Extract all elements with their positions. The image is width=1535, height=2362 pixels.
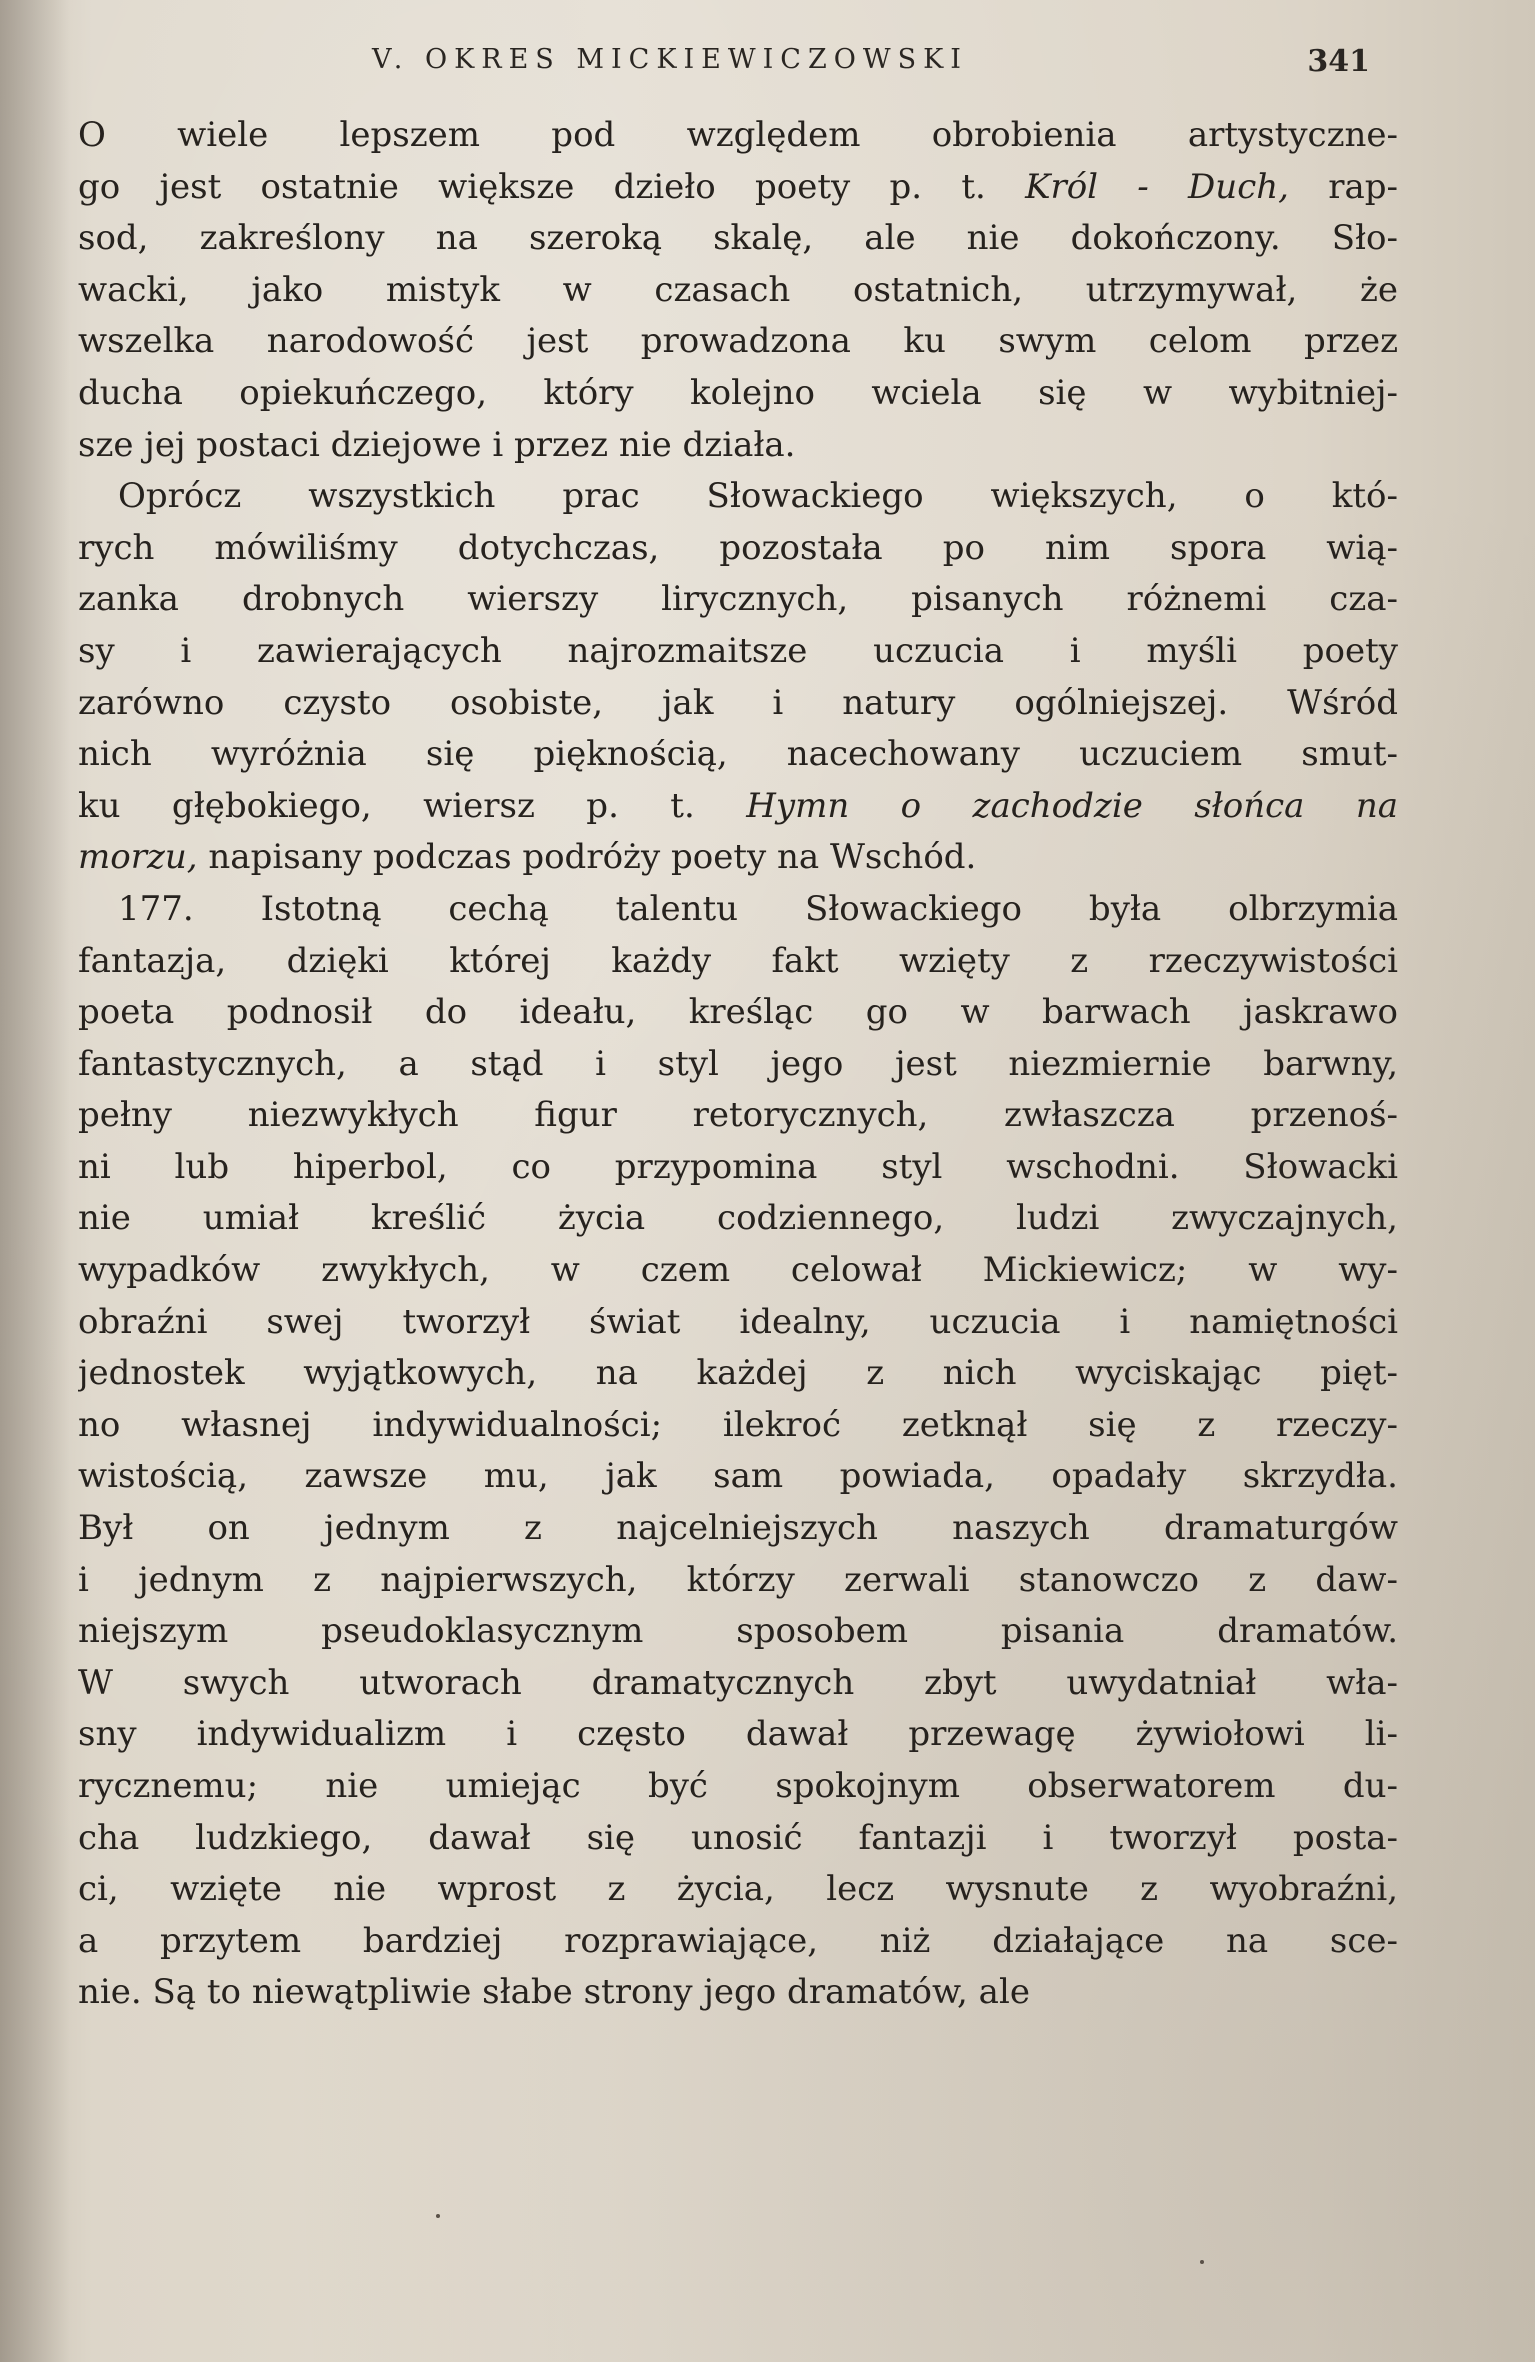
page-number: 341	[1307, 44, 1370, 79]
text-line: fantastycznych, a stąd i styl jego jest niezmiernie barwny,	[78, 1043, 1398, 1084]
text-line: ducha opiekuńczego, który kolejno wciela się w wybitniej-	[78, 372, 1398, 413]
italic-title: Hymn o zachodzie słońca na	[746, 785, 1398, 826]
text-line: wszelka narodowość jest prowadzona ku swym celom przez	[78, 321, 1398, 362]
italic-title: Król - Duch,	[1025, 166, 1289, 207]
text-line: Oprócz wszystkich prac Słowackiego większych, o któ-	[118, 476, 1398, 517]
text-line: zarówno czysto osobiste, jak i natury ogólniejszej. Wśród	[78, 682, 1398, 723]
text-line: sny indywidualizm i często dawał przewagę żywiołowi li-	[78, 1714, 1398, 1755]
paragraph-p3	[78, 884, 1398, 2019]
paper-speck	[1200, 2260, 1204, 2264]
body-text	[78, 110, 1398, 2019]
text-line: 177. Istotną cechą talentu Słowackiego była olbrzymia	[118, 888, 1398, 929]
text-line: wistością, zawsze mu, jak sam powiada, opadały skrzydła.	[78, 1456, 1398, 1497]
text-line: wacki, jako mistyk w czasach ostatnich, utrzymywał, że	[78, 269, 1398, 310]
text-line: fantazja, dzięki której każdy fakt wzięty z rzeczywistości	[78, 940, 1398, 981]
text-line: nich wyróżnia się pięknością, nacechowany uczuciem smut-	[78, 734, 1398, 775]
text-line: zanka drobnych wierszy lirycznych, pisanych różnemi cza-	[78, 579, 1398, 620]
text-line: niejszym pseudoklasycznym sposobem pisania dramatów.	[78, 1611, 1398, 1652]
page-gutter-shadow	[0, 0, 70, 2362]
text-line	[78, 832, 1398, 884]
text-line: nie umiał kreślić życia codziennego, ludzi zwyczajnych,	[78, 1198, 1398, 1239]
text-line: wypadków zwykłych, w czem celował Mickiewicz; w wy-	[78, 1250, 1398, 1291]
text-run: ku głębokiego, wiersz p. t.	[78, 785, 747, 826]
text-line: poeta podnosił do ideału, kreśląc go w barwach jaskrawo	[78, 992, 1398, 1033]
text-line: sy i zawierających najrozmaitsze uczucia i myśli poety	[78, 630, 1398, 671]
text-line: sze jej postaci dziejowe i przez nie działa.	[78, 424, 796, 465]
text-line: pełny niezwykłych figur retorycznych, zwłaszcza przenoś-	[78, 1095, 1398, 1136]
text-line: ni lub hiperbol, co przypomina styl wschodni. Słowacki	[78, 1146, 1398, 1187]
text-line	[78, 162, 1398, 214]
text-line: O wiele lepszem pod względem obrobienia artystyczne-	[78, 115, 1398, 155]
text-line: nie. Są to niewątpliwie słabe strony jego dramatów, ale	[78, 1972, 1030, 2013]
text-line: ci, wzięte nie wprost z życia, lecz wysnute z wyobraźni,	[78, 1869, 1398, 1910]
text-line: sod, zakreślony na szeroką skalę, ale nie dokończony. Sło-	[78, 218, 1398, 259]
paragraph-p1	[78, 110, 1398, 471]
text-line: i jednym z najpierwszych, którzy zerwali stanowczo z daw-	[78, 1559, 1398, 1600]
running-head: V. OKRES MICKIEWICZOWSKI	[372, 44, 968, 75]
text-line: a przytem bardziej rozprawiające, niż działające na sce-	[78, 1920, 1398, 1961]
text-line: obraźni swej tworzył świat idealny, uczucia i namiętności	[78, 1301, 1398, 1342]
italic-title: morzu,	[78, 837, 198, 878]
paragraph-p2	[78, 471, 1398, 884]
text-line: W swych utworach dramatycznych zbyt uwydatniał wła-	[78, 1662, 1398, 1703]
text-run: rap-	[1288, 166, 1398, 207]
text-line: rych mówiliśmy dotychczas, pozostała po nim spora wią-	[78, 527, 1398, 568]
text-line: Był on jednym z najcelniejszych naszych dramaturgów	[78, 1508, 1398, 1549]
text-line: cha ludzkiego, dawał się unosić fantazji i tworzył posta-	[78, 1817, 1398, 1858]
text-run: napisany podczas podróży poety na Wschód.	[197, 837, 977, 878]
text-run: go jest ostatnie większe dzieło poety p. t.	[78, 166, 1026, 207]
paper-speck	[436, 2214, 440, 2218]
text-line: jednostek wyjątkowych, na każdej z nich wyciskając pięt-	[78, 1353, 1398, 1394]
text-line	[78, 781, 1398, 833]
page-header	[372, 44, 1370, 84]
text-line: no własnej indywidualności; ilekroć zetknął się z rzeczy-	[78, 1404, 1398, 1445]
text-line: rycznemu; nie umiejąc być spokojnym obserwatorem du-	[78, 1766, 1398, 1806]
